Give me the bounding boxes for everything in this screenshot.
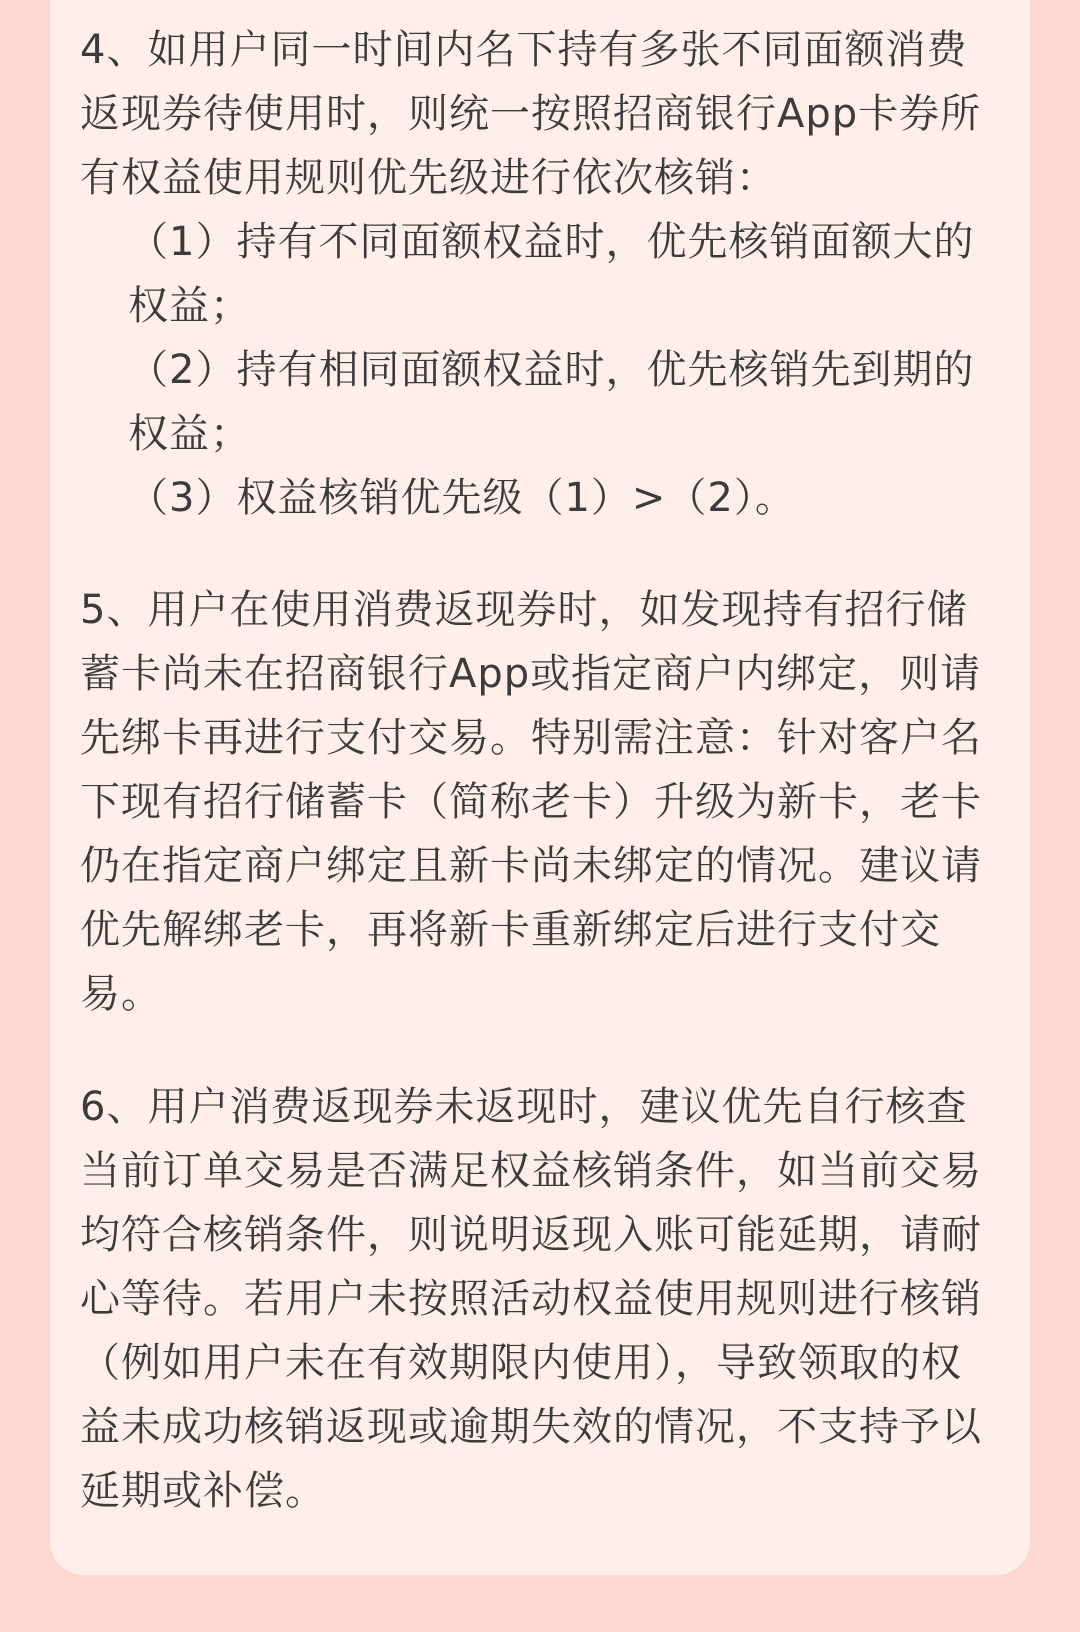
rule-item-5-text: 5、用户在使用消费返现券时，如发现持有招行储蓄卡尚未在招商银行App或指定商户内绑定，则请先绑卡再进行支付交易。特别需注意：针对客户名下现有招行储蓄卡（简称老卡）升级为新卡，老卡仍在指定商户绑定且新卡尚未绑定的情况。建议请优先解绑老卡，再将新卡重新绑定后进行支付交易。 <box>80 587 982 1017</box>
rule-item-6 <box>80 1075 985 1523</box>
rule-item-4-sub-2: （2）持有相同面额权益时，优先核销先到期的权益； <box>128 347 975 457</box>
rule-item-4-sub-1: （1）持有不同面额权益时，优先核销面额大的权益； <box>128 219 975 329</box>
rule-item-4-text: 4、如用户同一时间内名下持有多张不同面额消费返现券待使用时，则统一按照招商银行App卡券所有权益使用规则优先级进行依次核销： <box>80 27 982 201</box>
rule-item-4-sub-3: （3）权益核销优先级（1）>（2）。 <box>128 475 796 521</box>
rule-item-5 <box>80 578 985 1026</box>
rule-item-6-text: 6、用户消费返现券未返现时，建议优先自行核查当前订单交易是否满足权益核销条件，如当前交易均符合核销条件，则说明返现入账可能延期，请耐心等待。若用户未按照活动权益使用规则进行核销（例如用户未在有效期限内使用），导致领取的权益未成功核销返现或逾期失效的情况，不支持予以延期或补偿。 <box>80 1084 982 1514</box>
rule-item-4 <box>80 18 985 530</box>
